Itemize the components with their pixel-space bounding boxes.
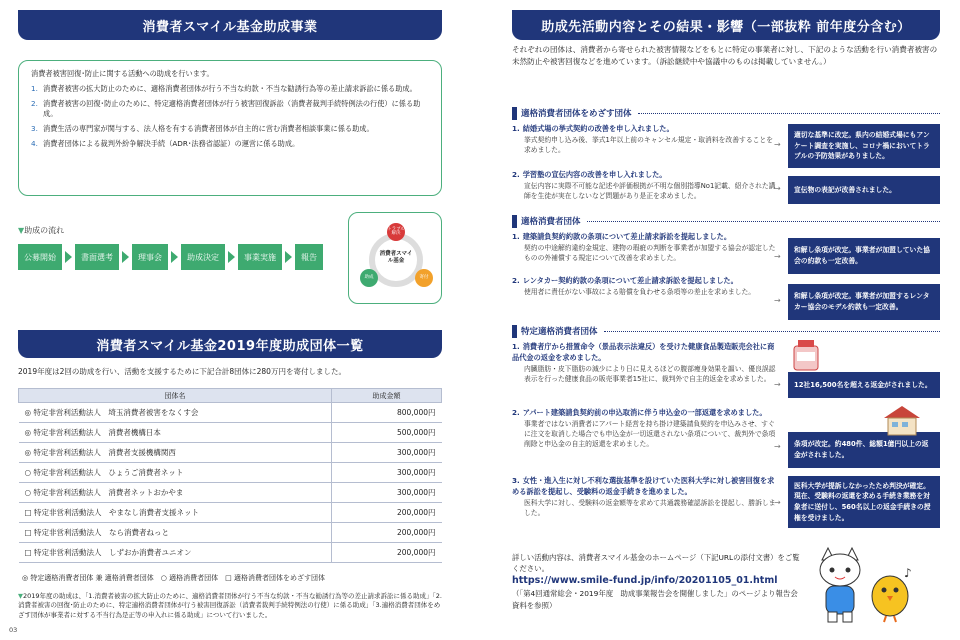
table-row: ◎ 特定非営利活動法人 消費者支援機構関西 300,000円	[19, 443, 442, 463]
fund-cycle-diagram	[348, 212, 442, 304]
result-box: 和解し条項が改定。事業者が加盟していた協会の約款も一定改善。	[788, 238, 940, 274]
section-heading: 適格消費者団体をめざす団体	[512, 106, 940, 120]
table-row: □ 特定非営利活動法人 なら消費者ねっと 200,000円	[19, 523, 442, 543]
flow-title: ▼助成の流れ	[18, 226, 65, 235]
more-note: （「第4回通常総会・2019年度 助成事業報告会を開催しました」のページより報告会資料を参照）	[512, 589, 798, 610]
cycle-node-top: トラブル解決	[387, 223, 405, 241]
flow-step: 報告	[295, 244, 323, 270]
mascot-cat-illustration	[812, 546, 868, 626]
result-box: 条項が改定。約480件、総額1億円以上の返金がされました。	[788, 432, 940, 468]
activity-item: 2. 学習塾の宣伝内容の改善を申し入れました。 宣伝内容に実際不可能な記述や評価根拠が不明な個別指導No1記載、紹介された講師を生徒が実在しないなど問題があり是正を求めました。	[512, 170, 776, 200]
list-item: 3. 消費生活の専門家が関与する、法人格を有する消費者団体が自主的に営む消費者相談事業に係る助成。	[31, 124, 374, 134]
website-link[interactable]: https://www.smile-fund.jp/info/20201105_01.html	[512, 575, 778, 587]
table-row: ○ 特定非営利活動法人 消費者ネットおかやま 300,000円	[19, 483, 442, 503]
more-info	[512, 552, 802, 611]
house-icon	[880, 404, 924, 436]
list-item: 1. 消費者被害の拡大防止のために、適格消費者団体が行う不当な約款・不当な勧誘行為等の差止請求訴訟に係る助成。	[31, 83, 417, 93]
intro-lead: 消費者被害回復･防止に関する活動への助成を行います。	[31, 69, 214, 78]
left-banner-1: 消費者スマイル基金助成事業	[18, 10, 442, 40]
table-header: 助成金額	[332, 389, 442, 403]
activity-item: 1. 消費者庁から措置命令（景品表示法違反）を受けた健康食品製造販売会社に商品代金の返金を求めました。 内臓脂肪・皮下脂肪の減少により日に見えるほどの腹部痩身効果を謳い、優良誤認表示を行った健康食品の販売事業者15社に、裁判外で自主的返金を求めました。	[512, 342, 776, 383]
right-intro: それぞれの団体は、消費者から寄せられた被害情報などをもとに特定の事業者に対し、下記のような活動を行い消費者被害の未然防止や被害回復などを進めています。（訴訟継続中や協議中のものは掲載していません。）	[512, 45, 938, 66]
cycle-center: 消費者スマイル基金	[379, 251, 413, 265]
table-row: ○ 特定非営利活動法人 ひょうご消費者ネット 300,000円	[19, 463, 442, 483]
table-legend: ◎ 特定適格消費者団体 兼 適格消費者団体 ○ 適格消費者団体 □ 適格消費者団体をめざす団体	[22, 574, 325, 582]
list-item: 4. 消費者団体による裁判外紛争解決手続（ADR･法務省認証）の運営に係る助成。	[31, 138, 300, 148]
page-number: 03	[9, 626, 18, 634]
table-row: ◎ 特定非営利活動法人 消費者機構日本 500,000円	[19, 423, 442, 443]
activity-item: 1. 建築請負契約約款の条項について差止請求訴訟を提起しました。 契約の中途解約違約金規定、建物の瑕疵の判断を事業者が加盟する協会が認定したものの外補償する規定について改善を求めました。	[512, 232, 776, 262]
table-header: 団体名	[19, 389, 332, 403]
result-box: 宣伝物の表記が改善されました。	[788, 176, 940, 204]
activity-item: 2. レンタカー契約約款の条項について差止請求訴訟を提起しました。 使用者に責任がない事故による賠償を負わせる条項等の差止を求めました。	[512, 276, 756, 296]
intro-list	[31, 84, 429, 150]
table-row: □ 特定非営利活動法人 やまなし消費者支援ネット 200,000円	[19, 503, 442, 523]
table-row: □ 特定非営利活動法人 しずおか消費者ユニオン 200,000円	[19, 543, 442, 563]
table-row: ◎ 特定非営利活動法人 埼玉消費者被害をなくす会 800,000円	[19, 403, 442, 423]
intro-box	[18, 60, 442, 196]
flow-step: 助成決定	[181, 244, 225, 270]
section-heading: 特定適格消費者団体	[512, 324, 940, 338]
grant-table	[18, 388, 442, 563]
footnote: ▼2019年度の助成は、「1.消費者被害の拡大防止のために、適格消費者団体が行う不当な約款・不当な勧誘行為等の差止請求訴訟に係る助成」「2.消費者被害の回復･防止のために、特定適格消費者団体が行う被害回復訴訟（消費者裁判手続特例法の行使）に係る助成」「3.適格消費者団体をめざす団体が事業者に対する不当行為是正等の申入れに係る助成」について行いました。	[18, 592, 442, 619]
result-box: 適切な基準に改定。県内の結婚式場にもアンケート調査を実施し、コロナ禍においてトラブルの予防効果がありました。	[788, 124, 940, 168]
right-banner: 助成先活動内容とその結果・影響（一部抜粋 前年度分含む）	[512, 10, 940, 40]
music-note-icon: ♪	[904, 566, 912, 580]
flow-steps	[18, 244, 323, 270]
result-box: 医科大学が提訴しなかったため判決が確定。現在、受験料の返還を求める手続き業務を対象者に送付し、560名以上の返金手続きの授権を受けました。	[788, 476, 940, 528]
list-item: 2. 消費者被害の回復･防止のために、特定適格消費者団体が行う被害回復訴訟（消費者裁判手続特例法の行使）に係る助成。	[31, 98, 421, 119]
cycle-node-right: 寄付	[415, 269, 433, 287]
left-banner-2: 消費者スマイル基金2019年度助成団体一覧	[18, 330, 442, 358]
flow-step: 事業実施	[238, 244, 282, 270]
flow-step: 公募開始	[18, 244, 62, 270]
result-box: 和解し条項が改定。事業者が加盟するレンタカー協会のモデル約款も一定改善。	[788, 284, 940, 320]
flow-step: 理事会	[132, 244, 168, 270]
cycle-node-left: 助成	[360, 269, 378, 287]
activity-item: 1. 結婚式場の挙式契約の改善を申し入れました。 挙式契約申し込み後、挙式1年以上前のキャンセル規定・取消料を改善することを求めました。	[512, 124, 774, 154]
section-heading: 適格消費者団体	[512, 214, 940, 228]
result-box: 12社16,500名を超える返金がされました。	[788, 372, 940, 398]
activity-item: 3. 女性・進入生に対し不利な選抜基準を設けていた医科大学に対し被害回復を求める訴訟を提起し、受験料の返金手続きを進めました。 医科大学に対し、受験料の返金額等を求めて共通義務確認訴訟を提起し、勝訴しました。	[512, 476, 776, 517]
supplement-bottle-icon	[788, 338, 824, 372]
table-lead: 2019年度は2回の助成を行い、活動を支援するために下記合計8団体に280万円を寄付しました。	[18, 367, 346, 376]
more-text: 詳しい活動内容は、消費者スマイル基金のホームページ（下記URLの添付文書）をご覧ください。	[512, 553, 800, 574]
activity-item: 2. アパート建築請負契約前の申込取消に伴う申込金の一部返還を求めました。 事業者ではない消費者にアパート経営を持ち掛け建築請負契約を申込みさせ、すぐに注文を取消した場合でも申込金が一切返還されない条項について、裁判外で条項削除と申込金の自主的返還を求めました。	[512, 408, 776, 449]
flow-step: 書面選考	[75, 244, 119, 270]
